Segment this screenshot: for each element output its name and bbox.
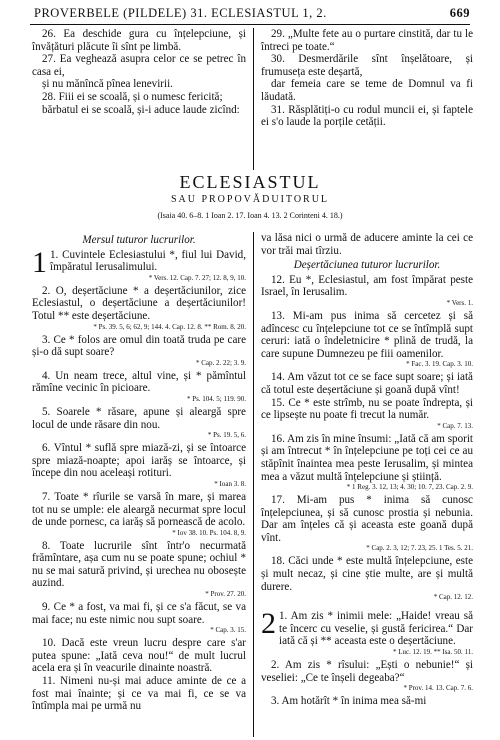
cross-reference: * Cap. 2. 3, 12; 7. 23, 25. 1 Tes. 5. 21.: [366, 544, 473, 553]
verse: 5. Soarele * răsare, apune și aleargă spre locul de unde răsare din nou.: [32, 405, 246, 431]
verse: 11. Nimeni nu-și mai aduce aminte de ce a fost mai înainte; și ce va mai fi, ce se va întîmpla mai pe urmă nu: [32, 675, 246, 713]
header-rule: [30, 24, 470, 25]
cross-reference: * Ps. 104. 5; 119. 90.: [186, 394, 246, 403]
ecclesiastes-right-column: [261, 232, 473, 708]
verse: 10. Dacă este vreun lucru despre care s'ar putea spune: „Iată ceva nou!“ de mult lucrul acela era și în veacurile dinainte noastră.: [32, 637, 246, 675]
cross-reference: * Iov 38. 10. Ps. 104. 8, 9.: [172, 528, 246, 537]
cross-reference: * Cap. 3. 15.: [210, 626, 246, 635]
book-cross-references: (Isaia 40. 6–8. 1 Ioan 2. 17. Ioan 4. 13. 2 Corinteni 4. 18.): [157, 211, 343, 220]
proverbs-right-column: [261, 28, 473, 129]
verse: 27. Ea veghează asupra celor ce se petrec în casa ei,: [32, 53, 246, 78]
cross-reference: * Vers. 12. Cap. 7. 27; 12. 8, 9, 10.: [148, 273, 246, 282]
verse: va lăsa nici o urmă de aducere aminte la cei ce vor trăi mai tîrziu.: [261, 232, 473, 257]
verse: 26. Ea deschide gura cu înțelepciune, și învățături plăcute îi sînt pe limbă.: [32, 28, 246, 53]
page-number: 669: [449, 6, 470, 20]
cross-reference: * Luc. 12. 19. ** Isa. 50. 11.: [392, 648, 473, 657]
column-divider-main: [253, 232, 254, 737]
verse: și nu mănîncă pînea lenevirii.: [42, 78, 173, 91]
verse: 2. O, deșertăciune * a deșertăciunilor, zice Eclesiastul, o deșertăciune a deșertăciunilor! Totul ** este deșertăciune.: [32, 284, 246, 322]
verse: 8. Toate lucrurile sînt într'o necurmată frămîntare, așa cum nu se poate spune; ochiul * nu se mai satură privind, și urechea nu obosește auzind.: [32, 539, 246, 590]
verse: 14. Am văzut tot ce se face supt soare; și iată că totul este deșertăciune și goană după vînt!: [261, 371, 473, 396]
cross-reference: * 1 Reg. 3. 12, 13; 4. 30; 10. 7, 23. Cap. 2. 9.: [346, 483, 473, 492]
chapter-number: 2: [261, 607, 276, 641]
verse: 31. Răsplătiți-o cu rodul muncii ei, și faptele ei s'o laude la porțile cetății.: [261, 103, 473, 129]
verse: dar femeia care se teme de Domnul va fi lăudată.: [261, 78, 473, 103]
verse-text: 1. Am zis * inimii mele: „Haide! vreau să te încerc cu veselie, și gustă fericirea.“ Dar iată că și ** aceasta este o deșertăciune.: [279, 610, 473, 648]
verse: 18. Căci unde * este multă înțelepciune, este și mult necaz, și cine știe multe, are și multă durere.: [261, 555, 473, 593]
verse: 12. Eu *, Eclesiastul, am fost împărat peste Israel, în Ierusalim.: [261, 273, 473, 299]
verse: 30. Desmerdările sînt înșelătoare, și frumuseța este deșartă,: [261, 53, 473, 78]
running-header: [30, 6, 470, 24]
verse: 2. Am zis * rîsului: „Ești o nebunie!“ și veseliei: „Ce te înșeli degeaba?“: [261, 659, 473, 684]
column-divider-top: [253, 28, 254, 170]
verse: 16. Am zis în mine însumi: „Iată că am sporit și am întrecut * în înțelepciune pe toți cei ce au stăpînit înaintea mea peste Ierusalim, și mintea mea a văzut multă înțelepciune și știință.: [261, 432, 473, 483]
verse: bărbatul ei se scoală, și-i aduce laude zicînd:: [42, 103, 240, 116]
verse: 28. Fiii ei se scoală, și o numesc fericită;: [42, 90, 223, 103]
cross-reference: * Vers. 1.: [446, 298, 473, 307]
verse: 7. Toate * rîurile se varsă în mare, și marea tot nu se umple: ele aleargă necurmat spre locul de unde pornesc, ca iarăș să pornească de acolo.: [32, 490, 246, 529]
verse: 4. Un neam trece, altul vine, și * pămîntul rămîne vecinic în picioare.: [32, 369, 246, 395]
section-heading: Mersul tuturor lucrurilor.: [82, 234, 196, 246]
verse: 13. Mi-am pus inima să cercetez și să adîncesc cu înțelepciune tot ce se întîmplă supt ceruri: iată o îndeletnicire * plină de trudă, la care supune Dumnezeu pe fiii oamenilor.: [261, 309, 473, 360]
verse: 3. Am hotărît * în inima mea să-mi: [271, 695, 427, 708]
cross-reference: * Ps. 19. 5, 6.: [207, 431, 246, 440]
verse: 15. Ce * este strîmb, nu se poate îndrepta, și ce lipsește nu poate fi trecut la număr.: [261, 396, 473, 422]
cross-reference: * Ps. 39. 5, 6; 62, 9; 144. 4. Cap. 12. 8. ** Rom. 8. 20.: [93, 322, 246, 331]
cross-reference: * Ioan 3. 8.: [214, 479, 246, 488]
ecclesiastes-left-column: [32, 232, 246, 713]
cross-reference: * Cap. 12. 12.: [433, 593, 473, 602]
proverbs-left-column: [32, 28, 246, 116]
cross-reference: * Fac. 3. 19. Cap. 3. 10.: [406, 360, 473, 369]
book-subtitle: SAU PROPOVĂDUITORUL: [170, 194, 330, 205]
chapter-opening-verse: [261, 607, 473, 648]
cross-reference: * Prov. 27. 20.: [205, 590, 246, 599]
cross-reference: * Prov. 14. 13. Cap. 7. 6.: [403, 684, 473, 693]
verse: 29. „Multe fete au o purtare cinstită, dar tu le întreci pe toate.“: [261, 28, 473, 53]
cross-reference: * Cap. 2. 22; 3. 9.: [196, 358, 246, 367]
chapter-number: 1: [32, 245, 47, 279]
verse: 6. Vîntul * suflă spre miază-zi, și se întoarce spre miază-noapte; apoi iarăș se întoarce, și începe din nou aceleași rotituri.: [32, 442, 246, 480]
section-heading: Deșertăciunea tuturor lucrurilor.: [293, 259, 441, 272]
running-title: PROVERBELE (PILDELE) 31. ECLESIASTUL 1, 2.: [34, 6, 327, 20]
verse-text: 1. Cuvintele Eclesiastului *, fiul lui David, împăratul Ierusalimului.: [50, 248, 246, 274]
cross-reference: * Cap. 7. 13.: [437, 421, 473, 430]
verse: 9. Ce * a fost, va mai fi, și ce s'a făcut, se va mai face; nu este nimic nou supt soare.: [32, 601, 246, 626]
verse: 17. Mi-am pus * inima să cunosc înțelepciunea, și să cunosc prostia și nebunia. Dar am înțeles că și aceasta este goană după vînt.: [261, 494, 473, 544]
book-title: ECLESIASTUL: [179, 172, 321, 192]
verse: 3. Ce * folos are omul din toată truda pe care și-o dă supt soare?: [32, 333, 246, 359]
